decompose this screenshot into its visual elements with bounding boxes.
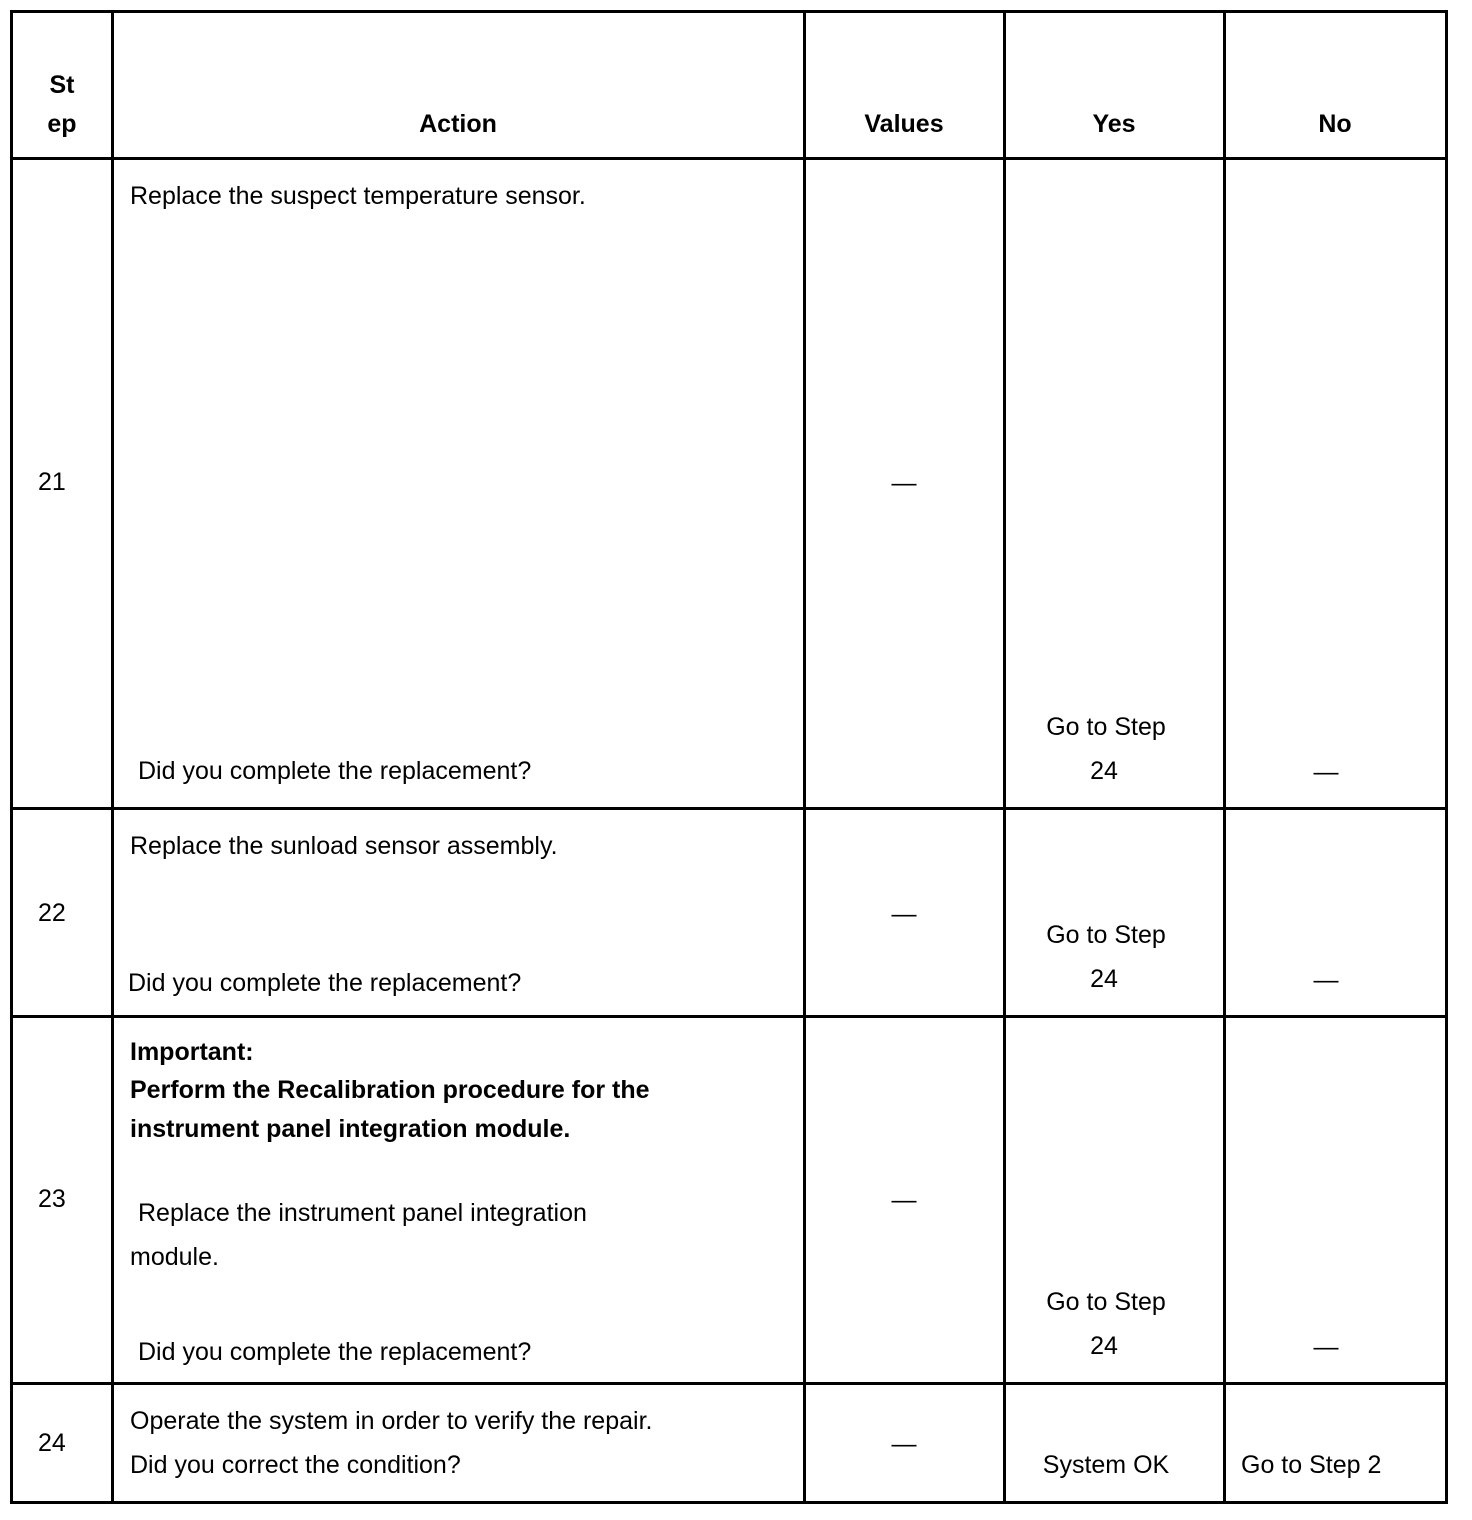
no-go-to-step-2[interactable]: Go to Step 2 [1241, 1451, 1382, 1479]
step-number: 24 [38, 1429, 66, 1457]
table-border-left [10, 10, 13, 1504]
header-no: No [1318, 110, 1352, 138]
action-question: Did you complete the replacement? [128, 969, 522, 997]
action-question: Did you complete the replacement? [138, 1338, 532, 1366]
values-dash: — [891, 1186, 917, 1214]
header-step-line2: ep [47, 110, 77, 138]
row-divider-22-23 [10, 1015, 1448, 1018]
values-dash: — [891, 469, 917, 497]
yes-go-to-step-line2[interactable]: 24 [1090, 757, 1118, 785]
column-divider-step-action [111, 10, 114, 1504]
values-dash: — [891, 1430, 917, 1458]
action-text: Replace the suspect temperature sensor. [130, 182, 586, 210]
action-question: Did you correct the condition? [130, 1451, 461, 1479]
action-text: Replace the instrument panel integration [138, 1199, 587, 1227]
header-action: Action [419, 110, 497, 138]
header-values: Values [864, 110, 944, 138]
row-divider-23-24 [10, 1382, 1448, 1385]
step-number: 21 [38, 468, 66, 496]
yes-go-to-step-line2[interactable]: 24 [1090, 965, 1118, 993]
yes-go-to-step-line1[interactable]: Go to Step [1046, 921, 1166, 949]
action-text-line2: module. [130, 1243, 219, 1271]
action-text: Replace the sunload sensor assembly. [130, 832, 558, 860]
step-number: 23 [38, 1185, 66, 1213]
important-label: Important: [130, 1038, 254, 1066]
column-divider-action-values [803, 10, 806, 1504]
table-border-top [10, 10, 1448, 13]
important-note-line1: Perform the Recalibration procedure for the [130, 1076, 650, 1104]
no-dash: — [1313, 758, 1339, 786]
yes-go-to-step-line1[interactable]: Go to Step [1046, 1288, 1166, 1316]
yes-system-ok: System OK [1042, 1451, 1170, 1479]
yes-go-to-step-line2[interactable]: 24 [1090, 1332, 1118, 1360]
header-divider [10, 157, 1448, 160]
row-divider-21-22 [10, 807, 1448, 810]
step-number: 22 [38, 899, 66, 927]
action-text: Operate the system in order to verify the repair. [130, 1407, 653, 1435]
no-dash: — [1313, 966, 1339, 994]
action-question: Did you complete the replacement? [138, 757, 532, 785]
table-border-right [1445, 10, 1448, 1504]
yes-go-to-step-line1[interactable]: Go to Step [1046, 713, 1166, 741]
table-border-bottom [10, 1501, 1448, 1504]
header-yes: Yes [1092, 110, 1136, 138]
important-note-line2: instrument panel integration module. [130, 1115, 571, 1143]
no-dash: — [1313, 1333, 1339, 1361]
values-dash: — [891, 900, 917, 928]
header-step-line1: St [49, 71, 75, 99]
